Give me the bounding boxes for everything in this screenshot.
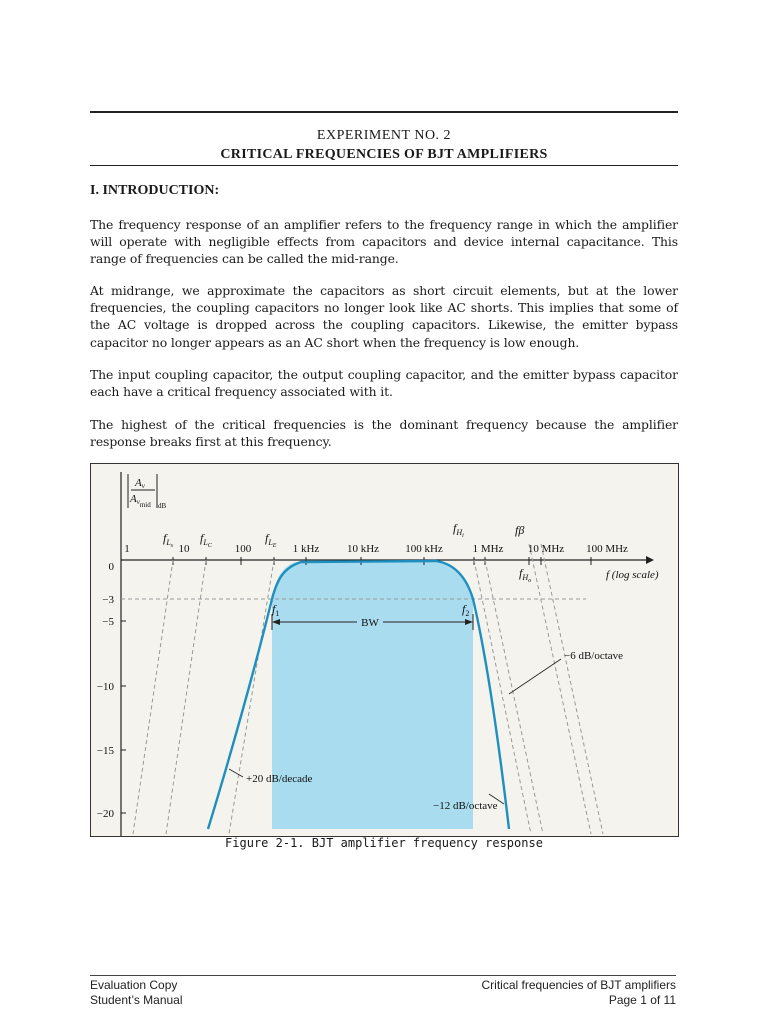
x-tick-label: 1 kHz: [292, 543, 320, 555]
paragraph-4: The highest of the critical frequencies is the dominant frequency because the amplifier response breaks first at this frequency.: [90, 417, 678, 450]
y-tick-label: −5: [102, 616, 114, 628]
y-tick-label: 0: [108, 561, 114, 573]
x-tick-label: 1: [124, 543, 130, 555]
footer-rule: [90, 975, 676, 976]
x-axis-arrow: [646, 556, 654, 564]
y-tick-label: −3: [102, 594, 114, 606]
x-tick-label: 10 MHz: [527, 543, 565, 555]
x-tick-label: 100 kHz: [405, 543, 443, 555]
f1-label: $f_1$: [272, 602, 280, 618]
x-tick-label: 100 MHz: [586, 543, 628, 555]
f-lc-label: $f_LC$: [200, 531, 212, 549]
figure-caption: Figure 2-1. BJT amplifier frequency response: [225, 836, 543, 850]
y-label-unit: dB: [158, 502, 167, 510]
frequency-response-figure: [90, 463, 679, 837]
frequency-response-plot: [91, 464, 680, 838]
footer-students-manual: Student’s Manual: [90, 993, 183, 1007]
paragraph-2: At midrange, we approximate the capacitors as short circuit elements, but at the lower frequencies, the coupling capacitors no longer look like AC shorts. This implies that some of the AC voltage is dropped across the coupling capacitors. Likewise, the emitter bypass capacitor no longer appears as an AC short when the frequency is low enough.: [90, 283, 678, 350]
bw-label: BW: [361, 617, 379, 629]
experiment-number: EXPERIMENT NO. 2: [316, 128, 452, 143]
fall6-pointer: [509, 659, 561, 694]
x-tick-label: 10: [178, 543, 190, 555]
f-beta-label: fβ: [515, 523, 525, 537]
x-tick-label: 100: [234, 543, 252, 555]
y-label-denominator: $Av_{mid}$: [130, 493, 151, 509]
x-tick-label: 1 MHz: [472, 543, 504, 555]
paragraph-1: The frequency response of an amplifier refers to the frequency range in which the amplifier will operate with negligible effects from capacitors and device internal capacitance. This range of frequencies can be called the mid-range.: [90, 217, 678, 267]
rise-annotation: +20 dB/decade: [246, 773, 313, 785]
title-rule: [90, 165, 678, 166]
y-label-numerator: Av: [135, 477, 145, 490]
footer-document-title: Critical frequencies of BJT amplifiers: [481, 978, 676, 992]
f-hi-label: $f_Hi$: [453, 521, 464, 539]
f2-label: $f_2$: [462, 602, 470, 618]
paragraph-3: The input coupling capacitor, the output coupling capacitor, and the emitter bypass capacitor each have a critical frequency associated with it.: [90, 367, 678, 400]
experiment-title: CRITICAL FREQUENCIES OF BJT AMPLIFIERS: [220, 147, 548, 162]
x-tick-label: 10 kHz: [346, 543, 380, 555]
f-le-label: $f_LE$: [265, 531, 277, 549]
bandwidth-band: [272, 562, 473, 829]
y-tick-label: −10: [96, 681, 114, 693]
y-ticks: [121, 621, 126, 813]
x-axis-label: f (log scale): [606, 569, 659, 581]
f-ho-label: $f_Ho$: [519, 566, 532, 584]
fall12-annotation: −12 dB/octave: [433, 800, 498, 812]
y-tick-label: −20: [96, 808, 114, 820]
top-rule: [90, 111, 678, 113]
fall6-annotation: −6 dB/octave: [564, 650, 624, 662]
section-heading: I. INTRODUCTION:: [90, 183, 220, 198]
footer-page-number: Page 1 of 11: [608, 993, 676, 1007]
rise-pointer: [229, 769, 243, 777]
y-tick-label: −15: [96, 745, 114, 757]
f-ls-label: $f_Ls$: [163, 531, 174, 549]
footer-evaluation-copy: Evaluation Copy: [90, 978, 178, 992]
